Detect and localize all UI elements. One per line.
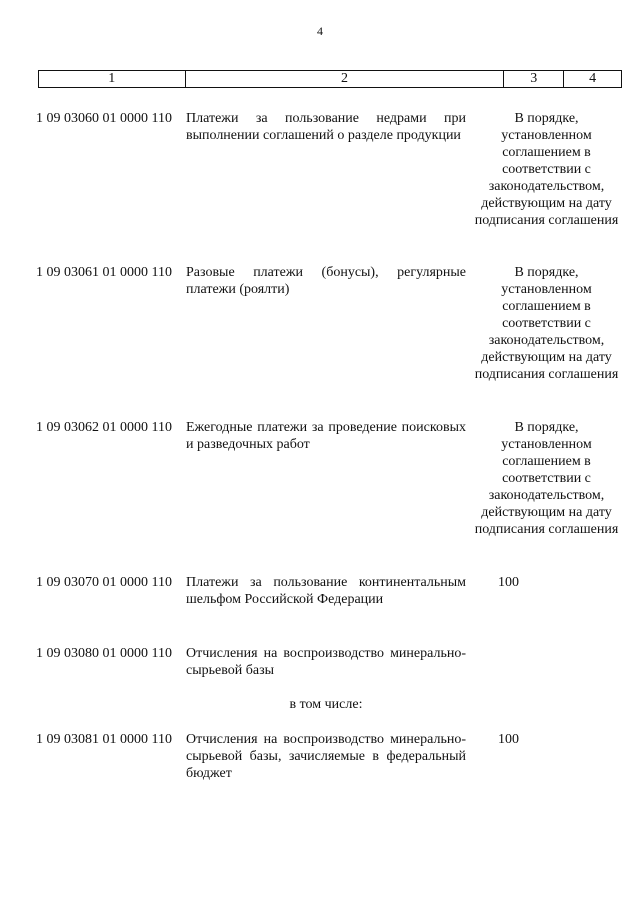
row-value: В порядке, установленном соглашением в соответствии с законодательством, действующим на дату подписания соглашения (474, 265, 619, 382)
header-col-3: 3 (504, 71, 564, 87)
header-col-2: 2 (186, 71, 505, 87)
row-code: 1 09 03080 01 0000 110 (36, 646, 172, 661)
row-name: Ежегодные платежи за проведение поисковых и разведочных работ (186, 420, 466, 452)
header-col-4: 4 (589, 71, 597, 86)
row-name: Платежи за пользование недрами при выполнении соглашений о разделе продукции (186, 111, 466, 143)
row-code: 1 09 03070 01 0000 110 (36, 575, 172, 590)
row-code: 1 09 03061 01 0000 110 (36, 265, 172, 280)
row-code: 1 09 03062 01 0000 110 (36, 420, 172, 435)
row-name: Разовые платежи (бонусы), регулярные платежи (роялти) (186, 265, 466, 297)
row-code: 1 09 03081 01 0000 110 (36, 732, 172, 747)
row-value: В порядке, установленном соглашением в соответствии с законодательством, действующим на дату подписания соглашения (474, 420, 619, 537)
table-header (38, 70, 622, 88)
page-number: 4 (317, 24, 323, 38)
header-col-1: 1 (39, 71, 186, 87)
row-value: 100 (498, 575, 519, 590)
row-code: 1 09 03060 01 0000 110 (36, 111, 172, 126)
row-value: 100 (498, 732, 519, 747)
row-name: Отчисления на воспроизводство минерально-сырьевой базы, зачисляемые в федеральный бюджет (186, 732, 466, 781)
row-name: Платежи за пользование континентальным шельфом Российской Федерации (186, 575, 466, 607)
row-value: В порядке, установленном соглашением в соответствии с законодательством, действующим на дату подписания соглашения (474, 111, 619, 228)
row-name: Отчисления на воспроизводство минерально-сырьевой базы (186, 646, 466, 678)
sub-caption: в том числе: (289, 697, 363, 712)
